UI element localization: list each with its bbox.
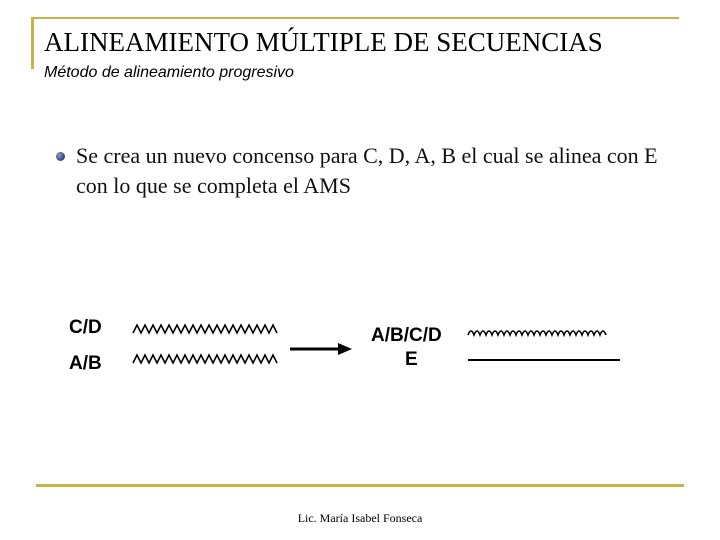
sequence-ab-wave <box>133 355 277 363</box>
bottom-rule <box>36 484 684 487</box>
sequence-abcd-wave <box>468 331 606 335</box>
top-rule <box>31 17 679 19</box>
alignment-diagram <box>60 305 640 385</box>
label-e: E <box>405 349 418 370</box>
label-cd: C/D <box>69 317 102 338</box>
slide-subtitle: Método de alineamiento progresivo <box>44 64 294 81</box>
label-abcd: A/B/C/D <box>371 325 442 346</box>
right-arrow-icon <box>290 343 352 355</box>
slide-title: ALINEAMIENTO MÚLTIPLE DE SECUENCIAS <box>44 27 603 57</box>
label-ab: A/B <box>69 353 102 374</box>
footer-author: Lic. María Isabel Fonseca <box>297 511 423 525</box>
title-accent-bar <box>31 17 34 69</box>
bullet-icon <box>56 152 65 161</box>
bullet-text: Se crea un nuevo concenso para C, D, A, B el cual se alinea con E con lo que se completa el AMS <box>76 143 658 198</box>
sequence-cd-wave <box>133 325 277 333</box>
